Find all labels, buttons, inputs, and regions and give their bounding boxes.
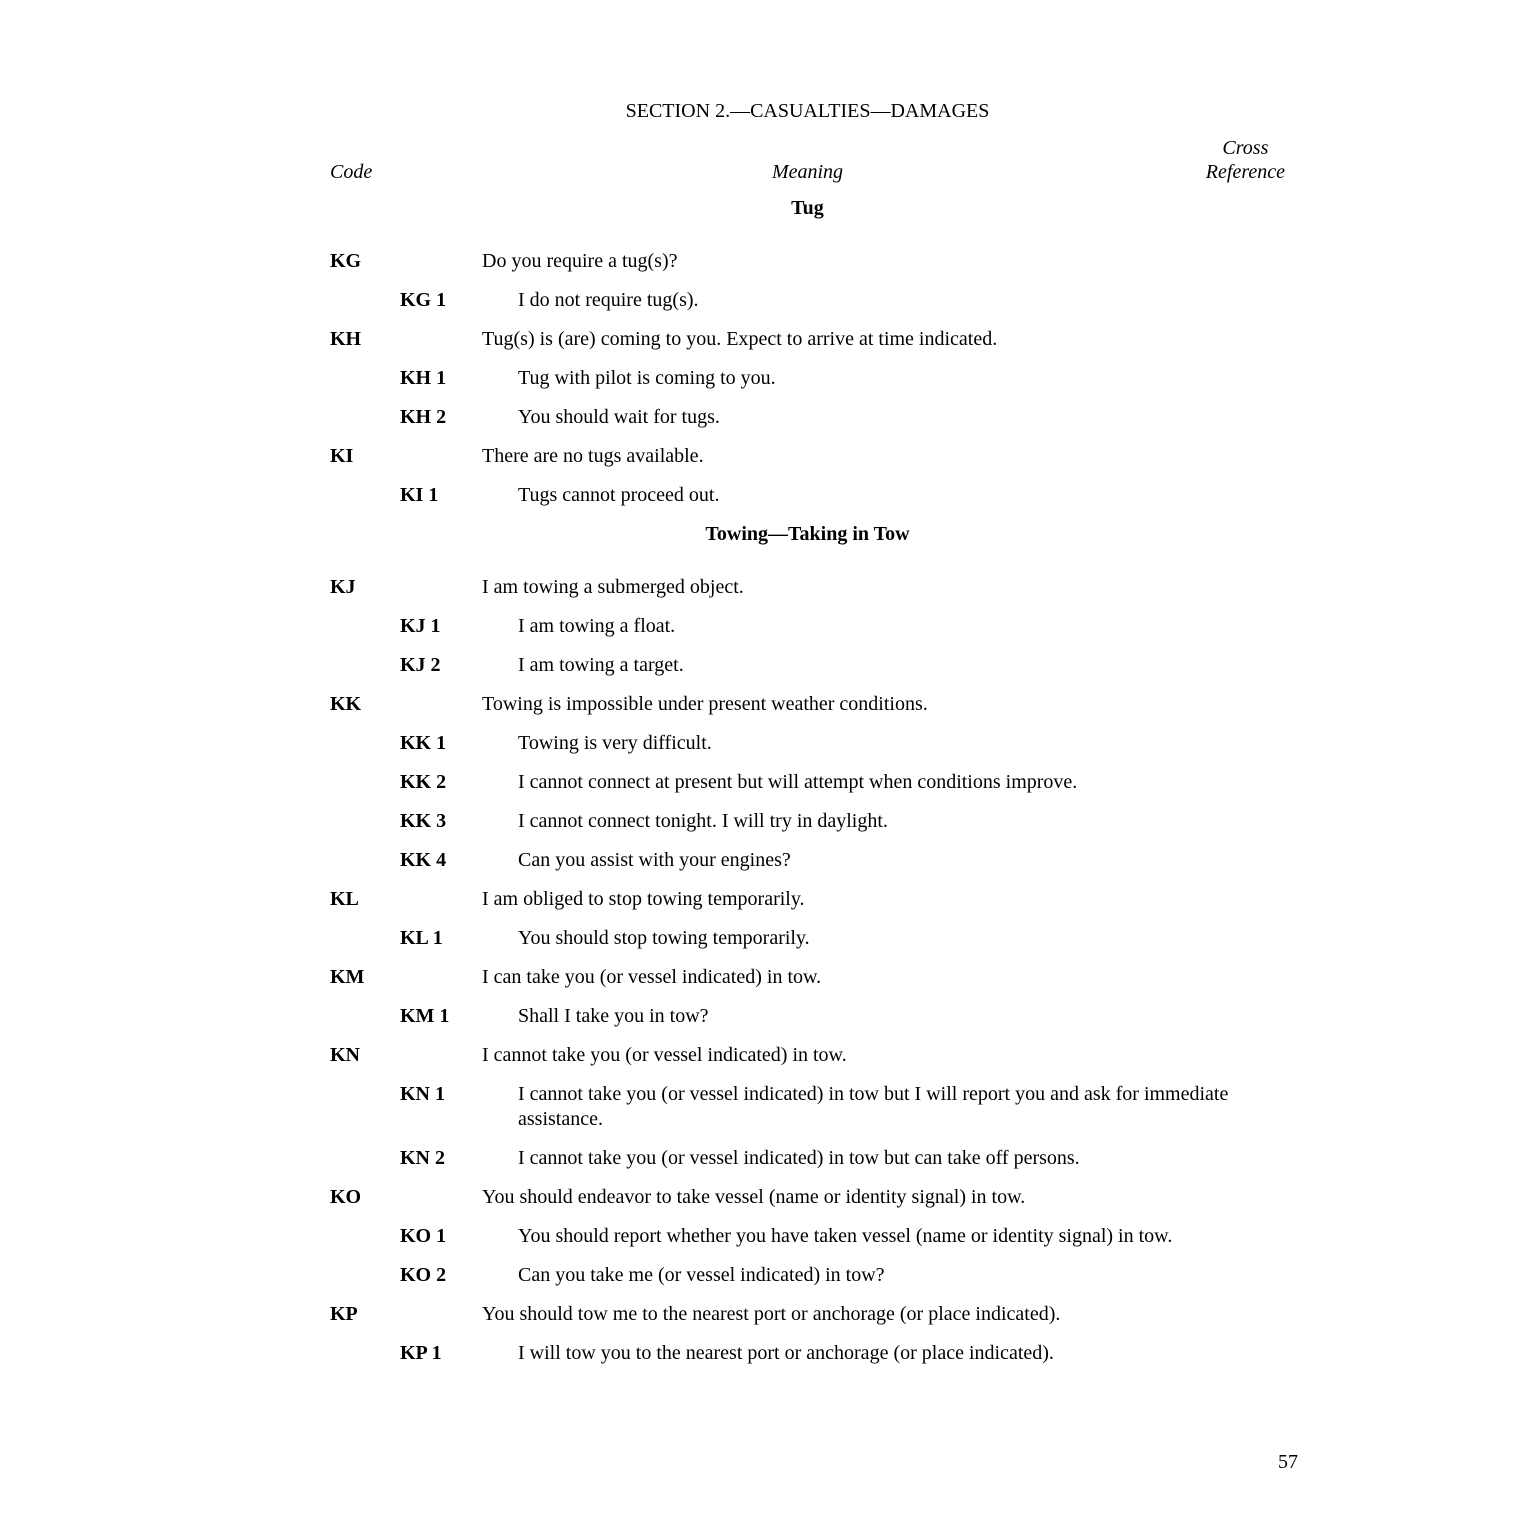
code-entry-row	[330, 1146, 1285, 1171]
signal-code: KJ 2	[400, 654, 441, 676]
signal-code: KN 2	[400, 1147, 445, 1169]
signal-meaning: Tug with pilot is coming to you.	[518, 367, 776, 389]
page-title: SECTION 2.—CASUALTIES—DAMAGES	[625, 100, 990, 122]
signal-meaning: I am towing a submerged object.	[482, 576, 744, 598]
section-heading: Tug	[791, 197, 824, 219]
signal-meaning: Towing is impossible under present weather conditions.	[482, 693, 928, 715]
signal-code: KH 1	[400, 367, 447, 389]
signal-meaning: Can you take me (or vessel indicated) in tow?	[518, 1264, 885, 1286]
signal-meaning: You should wait for tugs.	[518, 406, 720, 428]
signal-meaning: You should report whether you have taken vessel (name or identity signal) in tow.	[518, 1225, 1173, 1247]
signal-code: KI 1	[400, 484, 439, 506]
code-entry-row	[330, 965, 1285, 990]
signal-meaning: I am towing a target.	[518, 654, 684, 676]
signal-code: KN 1	[400, 1083, 445, 1105]
code-entry-row	[330, 1302, 1285, 1327]
signal-code-sections	[330, 196, 1285, 1366]
signal-code: KO 1	[400, 1225, 447, 1247]
signal-meaning: I am towing a float.	[518, 615, 676, 637]
signal-code: KO	[330, 1186, 362, 1208]
signal-code: KP 1	[400, 1342, 442, 1364]
code-entry-row	[330, 483, 1285, 508]
column-header-meaning: Meaning	[771, 161, 844, 183]
code-entry-row	[330, 731, 1285, 756]
signal-meaning: I will tow you to the nearest port or anchorage (or place indicated).	[518, 1342, 1054, 1364]
signal-code: KH	[330, 328, 362, 350]
code-entry-row	[330, 1043, 1285, 1068]
signal-meaning: I cannot connect tonight. I will try in daylight.	[518, 810, 888, 832]
code-entry-row	[330, 770, 1285, 795]
code-entry-row	[330, 1004, 1285, 1029]
page-number: 57	[1278, 1451, 1298, 1473]
signal-code: KK	[330, 693, 362, 715]
signal-code: KP	[330, 1303, 358, 1325]
signal-code: KK 1	[400, 732, 447, 754]
code-entry-row	[330, 405, 1285, 430]
signal-meaning: Towing is very difficult.	[518, 732, 712, 754]
code-entry-row	[330, 653, 1285, 678]
cross-reference-header-line1: Cross	[1222, 137, 1269, 159]
signal-meaning: I do not require tug(s).	[518, 289, 699, 311]
signal-code: KM 1	[400, 1005, 450, 1027]
code-entry-row	[330, 1082, 1285, 1132]
signal-meaning: Shall I take you in tow?	[518, 1005, 709, 1027]
signal-code: KL 1	[400, 927, 443, 949]
column-header-cross-reference	[1206, 136, 1285, 184]
column-headers	[330, 136, 1285, 184]
signal-code: KJ 1	[400, 615, 441, 637]
signal-meaning: You should stop towing temporarily.	[518, 927, 810, 949]
code-entry-row	[330, 614, 1285, 639]
code-entry-row	[330, 249, 1285, 274]
code-entry-row	[330, 288, 1285, 313]
signal-meaning: There are no tugs available.	[482, 445, 704, 467]
signal-meaning: You should tow me to the nearest port or anchorage (or place indicated).	[482, 1303, 1061, 1325]
signal-code: KN	[330, 1044, 360, 1066]
code-entry-row	[330, 1224, 1285, 1249]
code-entry-row	[330, 1341, 1285, 1366]
code-entry-row	[330, 1185, 1285, 1210]
cross-reference-header-line2: Reference	[1205, 161, 1285, 183]
signal-code: KM	[330, 966, 365, 988]
signal-meaning: You should endeavor to take vessel (name or identity signal) in tow.	[482, 1186, 1026, 1208]
code-entry-row	[330, 692, 1285, 717]
code-entry-row	[330, 887, 1285, 912]
code-entry-row	[330, 926, 1285, 951]
signal-code: KH 2	[400, 406, 447, 428]
section-heading: Towing—Taking in Tow	[705, 523, 910, 545]
signal-meaning: Do you require a tug(s)?	[482, 250, 678, 272]
code-entry-row	[330, 1263, 1285, 1288]
signal-meaning: Tug(s) is (are) coming to you. Expect to arrive at time indicated.	[482, 328, 998, 350]
signal-meaning: I cannot connect at present but will attempt when conditions improve.	[518, 771, 1078, 793]
signal-code: KG 1	[400, 289, 447, 311]
signal-meaning: I am obliged to stop towing temporarily.	[482, 888, 805, 910]
signal-code: KG	[330, 250, 362, 272]
signal-code: KK 2	[400, 771, 447, 793]
code-entry-row	[330, 327, 1285, 352]
signal-code: KO 2	[400, 1264, 447, 1286]
code-entry-row	[330, 848, 1285, 873]
signal-code: KL	[330, 888, 359, 910]
signal-code: KI	[330, 445, 354, 467]
signal-code: KJ	[330, 576, 356, 598]
code-entry-row	[330, 366, 1285, 391]
signal-meaning: Can you assist with your engines?	[518, 849, 791, 871]
signal-meaning: I cannot take you (or vessel indicated) in tow.	[482, 1044, 847, 1066]
code-entry-row	[330, 444, 1285, 469]
code-entry-row	[330, 575, 1285, 600]
signal-meaning: I cannot take you (or vessel indicated) in tow but can take off persons.	[518, 1147, 1080, 1169]
signal-meaning: Tugs cannot proceed out.	[518, 484, 720, 506]
column-header-code: Code	[330, 161, 373, 183]
signal-meaning: I can take you (or vessel indicated) in tow.	[482, 966, 822, 988]
code-entry-row	[330, 809, 1285, 834]
signal-code: KK 3	[400, 810, 447, 832]
signal-meaning: I cannot take you (or vessel indicated) in tow but I will report you and ask for immediate assistance.	[518, 1083, 1229, 1130]
signal-code: KK 4	[400, 849, 447, 871]
